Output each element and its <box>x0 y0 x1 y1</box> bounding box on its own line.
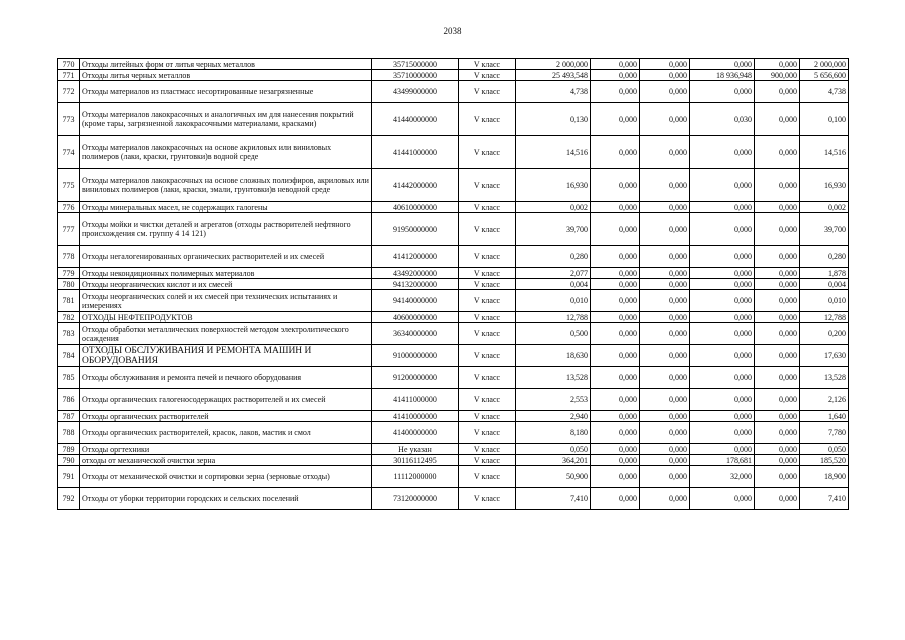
waste-name: Отходы материалов лакокрасочных на основе сложных полиэфиров, акриловых или виниловых полимеров (лаки, краски, эмали, грунтовки)в неводной среде <box>80 169 372 202</box>
value-col-4: 0,000 <box>690 290 755 312</box>
waste-name: ОТХОДЫ НЕФТЕПРОДУКТОВ <box>80 312 372 323</box>
value-col-2: 0,000 <box>591 422 640 444</box>
value-col-3: 0,000 <box>640 455 690 466</box>
value-col-3: 0,000 <box>640 411 690 422</box>
value-col-2: 0,000 <box>591 279 640 290</box>
waste-name: Отходы материалов лакокрасочных на основе акриловых или виниловых полимеров (лаки, краски, грунтовки)в водной среде <box>80 136 372 169</box>
waste-code: 91950000000 <box>372 213 459 246</box>
waste-code: 73120000000 <box>372 488 459 510</box>
value-col-2: 0,000 <box>591 246 640 268</box>
value-col-5: 0,000 <box>755 345 800 367</box>
value-col-4: 32,000 <box>690 466 755 488</box>
value-col-3: 0,000 <box>640 323 690 345</box>
value-col-5: 0,000 <box>755 59 800 70</box>
row-number: 787 <box>58 411 80 422</box>
waste-name: Отходы органических растворителей <box>80 411 372 422</box>
hazard-class: V класс <box>459 488 516 510</box>
value-col-4: 0,000 <box>690 345 755 367</box>
waste-code: 91200000000 <box>372 367 459 389</box>
row-number: 775 <box>58 169 80 202</box>
table-row <box>58 103 849 136</box>
hazard-class: V класс <box>459 59 516 70</box>
row-number: 774 <box>58 136 80 169</box>
value-col-6: 12,788 <box>800 312 849 323</box>
hazard-class: V класс <box>459 202 516 213</box>
value-col-3: 0,000 <box>640 70 690 81</box>
value-col-5: 0,000 <box>755 279 800 290</box>
waste-code: 41412000000 <box>372 246 459 268</box>
value-col-6: 2 000,000 <box>800 59 849 70</box>
table-row <box>58 312 849 323</box>
value-col-4: 0,000 <box>690 444 755 455</box>
value-total: 50,900 <box>516 466 591 488</box>
waste-name: ОТХОДЫ ОБСЛУЖИВАНИЯ И РЕМОНТА МАШИН И ОБОРУДОВАНИЯ <box>80 345 372 367</box>
value-col-3: 0,000 <box>640 488 690 510</box>
value-col-3: 0,000 <box>640 466 690 488</box>
value-col-4: 0,000 <box>690 279 755 290</box>
hazard-class: V класс <box>459 323 516 345</box>
table-row <box>58 290 849 312</box>
value-col-5: 0,000 <box>755 268 800 279</box>
hazard-class: V класс <box>459 213 516 246</box>
value-col-3: 0,000 <box>640 103 690 136</box>
table-row <box>58 279 849 290</box>
waste-code: 35710000000 <box>372 70 459 81</box>
value-total: 16,930 <box>516 169 591 202</box>
waste-code: 94132000000 <box>372 279 459 290</box>
value-col-5: 0,000 <box>755 81 800 103</box>
value-col-2: 0,000 <box>591 103 640 136</box>
value-col-2: 0,000 <box>591 455 640 466</box>
table-row <box>58 169 849 202</box>
row-number: 788 <box>58 422 80 444</box>
value-col-6: 2,126 <box>800 389 849 411</box>
value-col-6: 39,700 <box>800 213 849 246</box>
table-row <box>58 455 849 466</box>
value-col-6: 0,004 <box>800 279 849 290</box>
value-total: 0,002 <box>516 202 591 213</box>
value-col-4: 0,000 <box>690 213 755 246</box>
value-total: 0,130 <box>516 103 591 136</box>
value-col-5: 0,000 <box>755 422 800 444</box>
table-row <box>58 246 849 268</box>
value-col-2: 0,000 <box>591 136 640 169</box>
value-col-2: 0,000 <box>591 70 640 81</box>
row-number: 782 <box>58 312 80 323</box>
waste-name: отходы от механической очистки зерна <box>80 455 372 466</box>
value-col-4: 0,000 <box>690 488 755 510</box>
value-col-5: 0,000 <box>755 367 800 389</box>
value-total: 0,280 <box>516 246 591 268</box>
value-col-2: 0,000 <box>591 444 640 455</box>
value-col-4: 0,000 <box>690 246 755 268</box>
waste-code: 91000000000 <box>372 345 459 367</box>
hazard-class: V класс <box>459 312 516 323</box>
value-col-2: 0,000 <box>591 466 640 488</box>
value-total: 0,500 <box>516 323 591 345</box>
value-col-6: 0,100 <box>800 103 849 136</box>
value-col-4: 0,000 <box>690 268 755 279</box>
row-number: 776 <box>58 202 80 213</box>
value-total: 18,630 <box>516 345 591 367</box>
waste-code: 36340000000 <box>372 323 459 345</box>
waste-name: Отходы органических растворителей, красок, лаков, мастик и смол <box>80 422 372 444</box>
value-col-3: 0,000 <box>640 136 690 169</box>
table-row <box>58 411 849 422</box>
value-col-6: 5 656,600 <box>800 70 849 81</box>
value-col-3: 0,000 <box>640 345 690 367</box>
row-number: 790 <box>58 455 80 466</box>
waste-name: Отходы материалов из пластмасс несортированные незагрязненные <box>80 81 372 103</box>
value-col-6: 17,630 <box>800 345 849 367</box>
row-number: 781 <box>58 290 80 312</box>
waste-name: Отходы минеральных масел, не содержащих галогены <box>80 202 372 213</box>
value-col-2: 0,000 <box>591 202 640 213</box>
waste-code: 41400000000 <box>372 422 459 444</box>
hazard-class: V класс <box>459 466 516 488</box>
value-col-6: 0,280 <box>800 246 849 268</box>
waste-code: 41440000000 <box>372 103 459 136</box>
value-col-2: 0,000 <box>591 323 640 345</box>
row-number: 778 <box>58 246 80 268</box>
table-row <box>58 444 849 455</box>
row-number: 784 <box>58 345 80 367</box>
value-col-2: 0,000 <box>591 411 640 422</box>
value-col-6: 4,738 <box>800 81 849 103</box>
hazard-class: V класс <box>459 81 516 103</box>
value-total: 2,553 <box>516 389 591 411</box>
value-total: 2,940 <box>516 411 591 422</box>
value-total: 0,010 <box>516 290 591 312</box>
value-col-5: 0,000 <box>755 323 800 345</box>
value-col-5: 0,000 <box>755 411 800 422</box>
table-row <box>58 81 849 103</box>
value-total: 0,004 <box>516 279 591 290</box>
hazard-class: V класс <box>459 103 516 136</box>
waste-name: Отходы обработки металлических поверхностей методом электролитического осаждения <box>80 323 372 345</box>
hazard-class: V класс <box>459 169 516 202</box>
waste-name: Отходы мойки и чистки деталей и агрегатов (отходы растворителей нефтяного происхождения см. группу 4 14 121) <box>80 213 372 246</box>
value-col-5: 900,000 <box>755 70 800 81</box>
value-col-3: 0,000 <box>640 213 690 246</box>
value-col-3: 0,000 <box>640 444 690 455</box>
row-number: 773 <box>58 103 80 136</box>
value-col-3: 0,000 <box>640 312 690 323</box>
waste-name: Отходы материалов лакокрасочных и аналогичных им для нанесения покрытий (кроме тары, загрязненной лакокрасочными материалами, красками) <box>80 103 372 136</box>
table-row <box>58 268 849 279</box>
table-body <box>58 59 849 510</box>
row-number: 786 <box>58 389 80 411</box>
table-row <box>58 323 849 345</box>
hazard-class: V класс <box>459 367 516 389</box>
value-col-3: 0,000 <box>640 268 690 279</box>
hazard-class: V класс <box>459 268 516 279</box>
waste-name: Отходы негалогенированных органических растворителей и их смесей <box>80 246 372 268</box>
hazard-class: V класс <box>459 444 516 455</box>
value-total: 2,077 <box>516 268 591 279</box>
waste-code: 43499000000 <box>372 81 459 103</box>
value-col-3: 0,000 <box>640 389 690 411</box>
value-col-2: 0,000 <box>591 268 640 279</box>
row-number: 777 <box>58 213 80 246</box>
row-number: 783 <box>58 323 80 345</box>
value-col-3: 0,000 <box>640 59 690 70</box>
value-col-2: 0,000 <box>591 169 640 202</box>
waste-code: 41410000000 <box>372 411 459 422</box>
table-row <box>58 367 849 389</box>
waste-name: Отходы органических галогеносодержащих растворителей и их смесей <box>80 389 372 411</box>
value-col-4: 0,000 <box>690 169 755 202</box>
hazard-class: V класс <box>459 246 516 268</box>
value-col-4: 0,000 <box>690 389 755 411</box>
hazard-class: V класс <box>459 455 516 466</box>
waste-name: Отходы обслуживания и ремонта печей и печного оборудования <box>80 367 372 389</box>
value-col-3: 0,000 <box>640 202 690 213</box>
value-col-6: 16,930 <box>800 169 849 202</box>
waste-name: Отходы оргтехники <box>80 444 372 455</box>
value-col-4: 0,000 <box>690 323 755 345</box>
value-total: 0,050 <box>516 444 591 455</box>
row-number: 772 <box>58 81 80 103</box>
value-col-4: 0,030 <box>690 103 755 136</box>
value-col-5: 0,000 <box>755 136 800 169</box>
table-row <box>58 422 849 444</box>
table-row <box>58 213 849 246</box>
value-total: 4,738 <box>516 81 591 103</box>
value-col-4: 0,000 <box>690 411 755 422</box>
hazard-class: V класс <box>459 70 516 81</box>
value-col-2: 0,000 <box>591 367 640 389</box>
value-total: 25 493,548 <box>516 70 591 81</box>
value-col-4: 0,000 <box>690 312 755 323</box>
waste-code: 41411000000 <box>372 389 459 411</box>
value-total: 13,528 <box>516 367 591 389</box>
waste-code: 11112000000 <box>372 466 459 488</box>
waste-code: 43492000000 <box>372 268 459 279</box>
table-row <box>58 136 849 169</box>
waste-code: 40600000000 <box>372 312 459 323</box>
value-col-4: 0,000 <box>690 81 755 103</box>
value-col-3: 0,000 <box>640 279 690 290</box>
value-col-6: 0,010 <box>800 290 849 312</box>
value-col-4: 0,000 <box>690 59 755 70</box>
hazard-class: V класс <box>459 422 516 444</box>
row-number: 785 <box>58 367 80 389</box>
hazard-class: V класс <box>459 290 516 312</box>
value-col-2: 0,000 <box>591 389 640 411</box>
value-col-6: 1,878 <box>800 268 849 279</box>
waste-name: Отходы неорганических солей и их смесей при технических испытаниях и измерениях <box>80 290 372 312</box>
table-row <box>58 488 849 510</box>
hazard-class: V класс <box>459 389 516 411</box>
hazard-class: V класс <box>459 411 516 422</box>
value-col-4: 0,000 <box>690 422 755 444</box>
table-row <box>58 466 849 488</box>
table-row <box>58 389 849 411</box>
waste-name: Отходы литья черных металлов <box>80 70 372 81</box>
value-col-6: 7,780 <box>800 422 849 444</box>
row-number: 780 <box>58 279 80 290</box>
value-total: 364,201 <box>516 455 591 466</box>
waste-code: 35715000000 <box>372 59 459 70</box>
row-number: 792 <box>58 488 80 510</box>
waste-code: 41442000000 <box>372 169 459 202</box>
value-col-6: 1,640 <box>800 411 849 422</box>
waste-code: Не указан <box>372 444 459 455</box>
table-row <box>58 59 849 70</box>
row-number: 791 <box>58 466 80 488</box>
value-col-2: 0,000 <box>591 81 640 103</box>
row-number: 789 <box>58 444 80 455</box>
value-col-6: 0,002 <box>800 202 849 213</box>
row-number: 779 <box>58 268 80 279</box>
value-col-5: 0,000 <box>755 169 800 202</box>
value-col-5: 0,000 <box>755 488 800 510</box>
value-col-3: 0,000 <box>640 169 690 202</box>
value-total: 14,516 <box>516 136 591 169</box>
value-col-2: 0,000 <box>591 345 640 367</box>
value-total: 7,410 <box>516 488 591 510</box>
value-col-4: 0,000 <box>690 202 755 213</box>
waste-name: Отходы от уборки территории городских и сельских поселений <box>80 488 372 510</box>
value-col-4: 0,000 <box>690 367 755 389</box>
value-col-2: 0,000 <box>591 290 640 312</box>
value-col-6: 0,200 <box>800 323 849 345</box>
value-total: 2 000,000 <box>516 59 591 70</box>
value-col-4: 18 936,948 <box>690 70 755 81</box>
value-col-6: 18,900 <box>800 466 849 488</box>
value-col-5: 0,000 <box>755 312 800 323</box>
value-col-6: 185,520 <box>800 455 849 466</box>
value-col-5: 0,000 <box>755 246 800 268</box>
value-col-5: 0,000 <box>755 290 800 312</box>
value-col-6: 13,528 <box>800 367 849 389</box>
value-total: 39,700 <box>516 213 591 246</box>
waste-name: Отходы литейных форм от литья черных металлов <box>80 59 372 70</box>
value-col-3: 0,000 <box>640 367 690 389</box>
value-col-6: 7,410 <box>800 488 849 510</box>
value-col-2: 0,000 <box>591 213 640 246</box>
hazard-class: V класс <box>459 136 516 169</box>
value-col-2: 0,000 <box>591 488 640 510</box>
value-col-4: 0,000 <box>690 136 755 169</box>
value-col-3: 0,000 <box>640 422 690 444</box>
waste-code: 94140000000 <box>372 290 459 312</box>
value-col-5: 0,000 <box>755 103 800 136</box>
value-col-5: 0,000 <box>755 466 800 488</box>
value-col-5: 0,000 <box>755 389 800 411</box>
value-col-5: 0,000 <box>755 202 800 213</box>
value-col-3: 0,000 <box>640 290 690 312</box>
value-col-5: 0,000 <box>755 213 800 246</box>
table-row <box>58 202 849 213</box>
waste-name: Отходы неорганических кислот и их смесей <box>80 279 372 290</box>
waste-code: 30116112495 <box>372 455 459 466</box>
hazard-class: V класс <box>459 345 516 367</box>
waste-code: 41441000000 <box>372 136 459 169</box>
row-number: 771 <box>58 70 80 81</box>
value-col-5: 0,000 <box>755 444 800 455</box>
value-total: 8,180 <box>516 422 591 444</box>
value-col-6: 0,050 <box>800 444 849 455</box>
value-col-2: 0,000 <box>591 312 640 323</box>
value-col-2: 0,000 <box>591 59 640 70</box>
value-col-3: 0,000 <box>640 81 690 103</box>
hazard-class: V класс <box>459 279 516 290</box>
table-row <box>58 345 849 367</box>
page-number: 2038 <box>443 26 462 36</box>
waste-table <box>57 58 849 510</box>
table-row <box>58 70 849 81</box>
value-total: 12,788 <box>516 312 591 323</box>
row-number: 770 <box>58 59 80 70</box>
value-col-6: 14,516 <box>800 136 849 169</box>
value-col-4: 178,681 <box>690 455 755 466</box>
waste-name: Отходы некондиционных полимерных материалов <box>80 268 372 279</box>
waste-code: 40610000000 <box>372 202 459 213</box>
value-col-5: 0,000 <box>755 455 800 466</box>
value-col-3: 0,000 <box>640 246 690 268</box>
waste-name: Отходы от механической очистки и сортировки зерна (зерновые отходы) <box>80 466 372 488</box>
